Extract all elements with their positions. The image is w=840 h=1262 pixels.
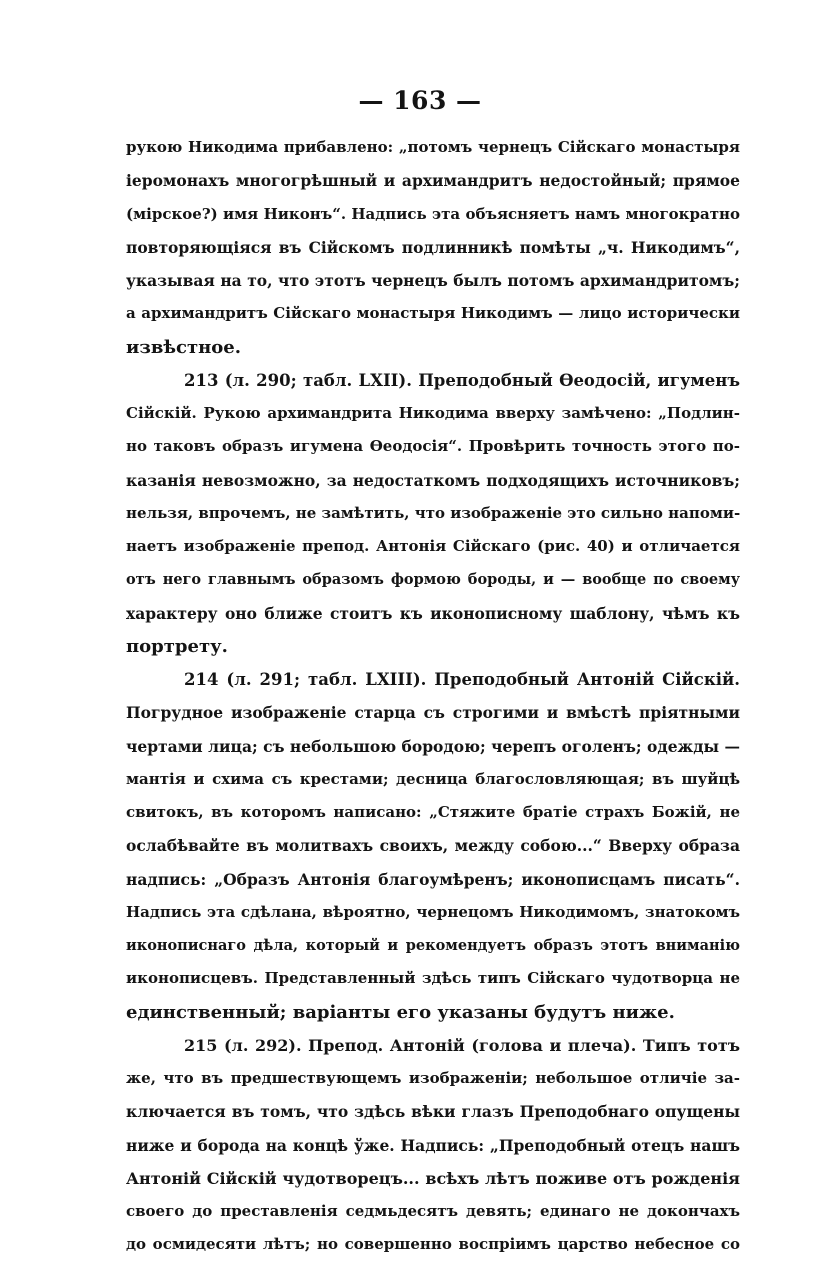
text-line: іеромонахъ многогрѣшный и архимандритъ недостойный; прямое	[126, 171, 740, 191]
text-line: нельзя, впрочемъ, не замѣтить, что изображеніе это сильно напоми-	[126, 503, 740, 522]
text-line: характеру оно ближе стоитъ къ иконописному шаблону, чѣмъ къ	[126, 603, 740, 623]
paragraph-214	[126, 663, 740, 1029]
text-line: ниже и борода на концѣ ўже. Надпись: „Преподобный отецъ нашъ	[126, 1135, 740, 1155]
text-line: иконописцевъ. Представленный здѣсь типъ Сійскаго чудотворца не	[126, 969, 740, 988]
text-line: надпись: „Образъ Антонія благоумѣренъ; иконописцамъ писать“.	[126, 869, 740, 889]
body-text	[126, 131, 740, 1262]
text-line: указывая на то, что этотъ чернецъ былъ потомъ архимандритомъ;	[126, 271, 740, 290]
text-line: ослабѣвайте въ молитвахъ своихъ, между собою...“ Вверху образа	[126, 836, 740, 856]
text-line: мантія и схима съ крестами; десница благословляющая; въ шуйцѣ	[126, 769, 740, 788]
text-line: но таковъ образъ игумена Ѳеодосія“. Провѣрить точность этого по-	[126, 437, 740, 456]
text-line: 213 (л. 290; табл. LXII). Преподобный Ѳеодосій, игуменъ	[184, 370, 740, 390]
text-line: чертами лица; съ небольшою бородою; черепъ оголенъ; одежды —	[126, 736, 740, 756]
text-line: Сійскій. Рукою архимандрита Никодима вверху замѣчено: „Подлин-	[126, 404, 740, 422]
text-line: извѣстное.	[126, 336, 242, 358]
paragraph-213	[126, 364, 740, 663]
text-line: 215 (л. 292). Препод. Антоній (голова и плеча). Типъ тотъ	[184, 1035, 740, 1055]
text-line: единственный; варіанты его указаны будутъ ниже.	[126, 1001, 675, 1023]
text-line: отъ него главнымъ образомъ формою бороды, и — вообще по своему	[126, 571, 740, 589]
text-line: ключается въ томъ, что здѣсь вѣки глазъ Преподобнаго опущены	[126, 1102, 740, 1122]
page-number: — 163 —	[358, 86, 482, 115]
text-line: портрету.	[126, 635, 228, 657]
text-line: 214 (л. 291; табл. LXIII). Преподобный Антоній Сійскій.	[184, 670, 740, 689]
text-line: повторяющіяся въ Сійскомъ подлинникѣ помѣты „ч. Никодимъ“,	[126, 237, 740, 257]
text-line: а архимандритъ Сійскаго монастыря Никодимъ — лицо исторически	[126, 304, 740, 323]
text-line: Антоній Сійскій чудотворецъ... всѣхъ лѣтъ поживе отъ рожденія	[126, 1168, 740, 1188]
text-line: своего до преставленія седмьдесятъ девять; единаго не докончахъ	[126, 1202, 740, 1220]
text-line: иконописнаго дѣла, который и рекомендуетъ образъ этотъ вниманію	[126, 937, 740, 954]
text-line: свитокъ, въ которомъ написано: „Стяжите братіе страхъ Божій, не	[126, 803, 740, 821]
text-line: Погрудное изображеніе старца съ строгими и вмѣстѣ пріятными	[126, 703, 740, 723]
text-line: Надпись эта сдѣлана, вѣроятно, чернецомъ Никодимомъ, знатокомъ	[126, 902, 740, 921]
paragraph-215	[126, 1029, 740, 1262]
text-line: до осмидесяти лѣтъ; но совершенно воспріимъ царство небесное со	[126, 1235, 740, 1254]
text-line: казанія невозможно, за недостаткомъ подходящихъ источниковъ;	[126, 470, 740, 490]
text-line: (мірское?) имя Никонъ“. Надпись эта объясняетъ намъ многократно	[126, 204, 740, 223]
text-line: рукою Никодима прибавлено: „потомъ чернецъ Сійскаго монастыря	[126, 138, 740, 156]
text-line: же, что въ предшествующемъ изображеніи; небольшое отличіе за-	[126, 1069, 740, 1087]
paragraph-continuation	[126, 131, 740, 364]
text-line: наетъ изображеніе препод. Антонія Сійскаго (рис. 40) и отличается	[126, 537, 740, 555]
